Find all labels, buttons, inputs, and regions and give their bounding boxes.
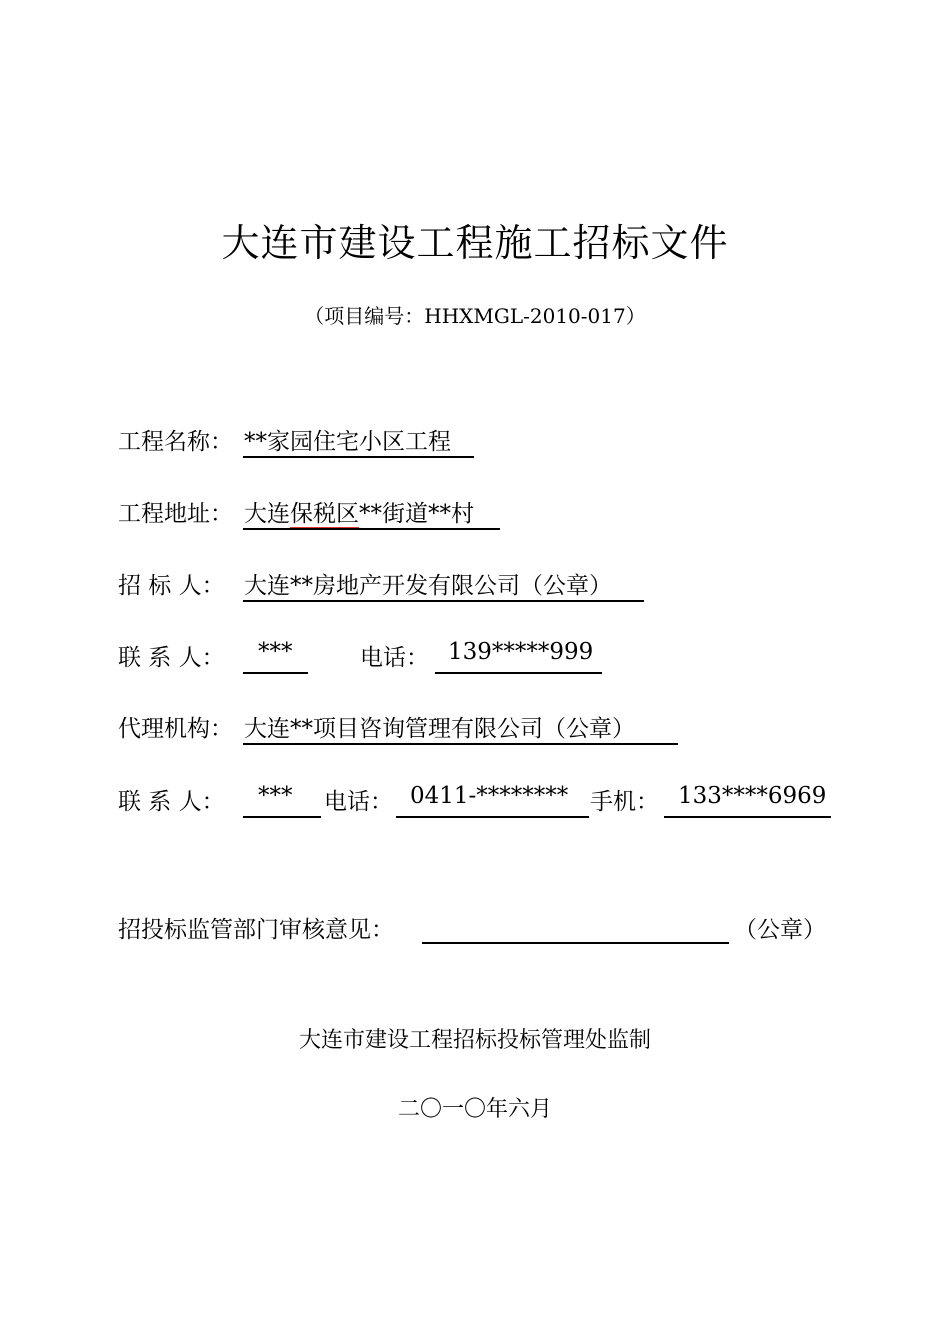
project-address-underline (243, 528, 500, 530)
agency-contact-label: 联 系 人： (118, 789, 225, 815)
tenderer-phone-value: 139*****999 (448, 639, 594, 665)
agency-mobile-underline (664, 816, 831, 818)
agency-underline (243, 743, 678, 745)
agency-contact-value: *** (258, 783, 293, 809)
agency-contact-underline (243, 816, 321, 818)
agency-value: 大连**项目咨询管理有限公司（公章） (244, 716, 635, 742)
tenderer-contact-underline (243, 672, 308, 674)
agency-mobile-value: 133****6969 (678, 783, 827, 809)
issue-date: 二〇一〇年六月 (397, 1097, 552, 1122)
tenderer-phone-underline (435, 672, 602, 674)
agency-label: 代理机构： (118, 716, 233, 742)
project-address-part1: 大连 (244, 501, 290, 527)
tenderer-contact-label: 联 系 人： (118, 645, 225, 671)
tenderer-contact-value: *** (258, 639, 293, 665)
project-name-value: **家园住宅小区工程 (244, 429, 451, 455)
agency-phone-value: 0411-******** (410, 783, 569, 809)
project-address-label: 工程地址： (118, 501, 233, 527)
tenderer-label: 招 标 人： (118, 573, 225, 599)
project-name-label: 工程名称： (118, 429, 233, 455)
review-label: 招投标监管部门审核意见： (118, 917, 394, 943)
project-address-part2: 保税区 (290, 501, 359, 527)
agency-mobile-label: 手机： (590, 789, 659, 815)
document-title: 大连市建设工程施工招标文件 (221, 221, 729, 265)
project-address-value (244, 495, 474, 528)
tenderer-phone-label: 电话： (360, 645, 429, 671)
project-number: （项目编号：HHXMGL-2010-017） (304, 304, 646, 328)
agency-phone-underline (396, 816, 589, 818)
supervisor-line: 大连市建设工程招标投标管理处监制 (298, 1028, 651, 1053)
tenderer-value: 大连**房地产开发有限公司（公章） (244, 573, 612, 599)
tenderer-underline (243, 600, 644, 602)
project-address-part3: **街道**村 (359, 501, 474, 527)
review-underline (422, 942, 729, 944)
agency-phone-label: 电话： (324, 789, 393, 815)
review-seal: （公章） (734, 917, 826, 943)
project-name-underline (243, 456, 474, 458)
